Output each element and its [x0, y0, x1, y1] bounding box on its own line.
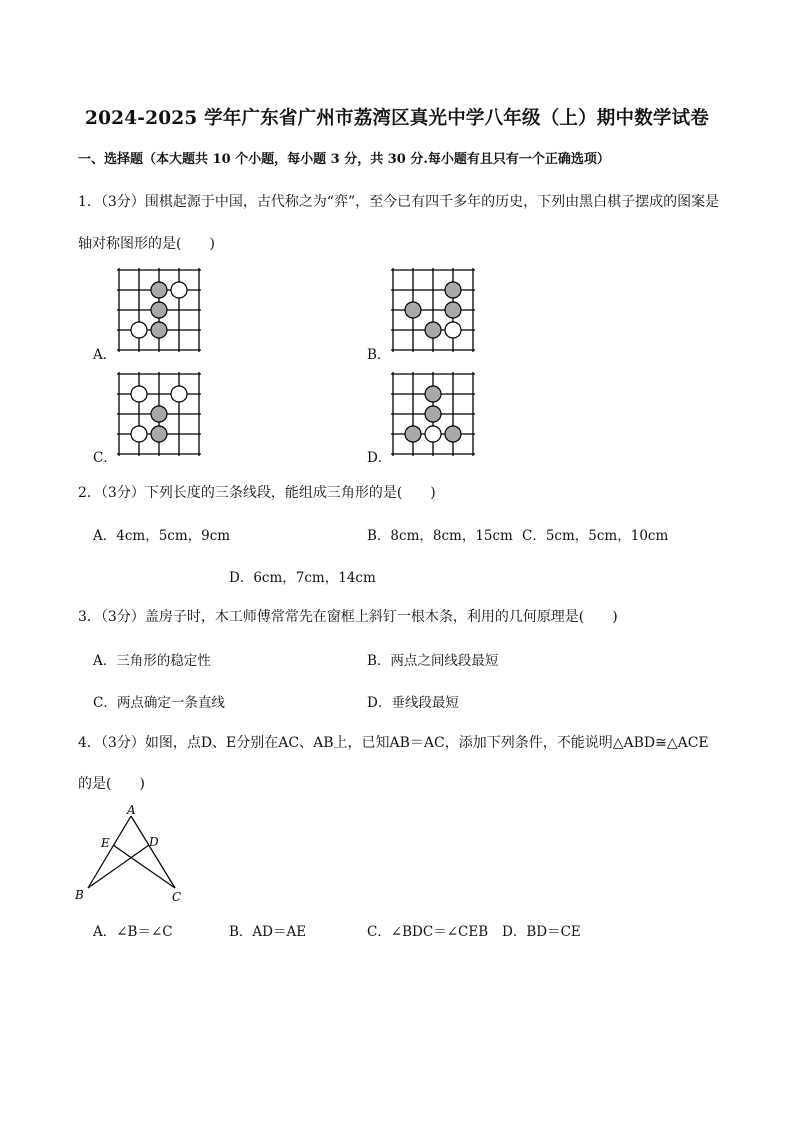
- section-heading: 一、选择题（本大题共 10 个小题，每小题 3 分，共 30 分.每小题有且只有一个正确选项）: [78, 152, 610, 167]
- q4-stem-line1: 4．（3分）如图，点D、E分别在AC、AB上，已知AB＝AC，添加下列条件，不能说明△ABD≅△ACE: [78, 735, 709, 751]
- q3-option-a[interactable]: A．三角形的稳定性: [93, 653, 211, 669]
- q3-option-b[interactable]: B．两点之间线段最短: [367, 653, 499, 669]
- white-stone: [171, 282, 187, 298]
- go-board-a: [117, 268, 201, 352]
- white-stone: [131, 386, 147, 402]
- q4-option-c[interactable]: C．∠BDC＝∠CEB: [367, 924, 489, 940]
- q2-option-c[interactable]: C．5cm，5cm，10cm: [522, 528, 669, 544]
- go-board-c: [117, 372, 201, 456]
- white-stone: [131, 322, 147, 338]
- q1-option-a-label[interactable]: A．: [93, 347, 117, 363]
- black-stone: [445, 282, 461, 298]
- black-stone: [445, 426, 461, 442]
- black-stone: [151, 282, 167, 298]
- black-stone: [151, 322, 167, 338]
- q2-stem: 2．（3分）下列长度的三条线段，能组成三角形的是( ): [78, 485, 436, 501]
- q4-option-d[interactable]: D．BD＝CE: [502, 924, 581, 940]
- q2-option-b[interactable]: B．8cm，8cm，15cm: [367, 528, 513, 544]
- black-stone: [405, 302, 421, 318]
- triangle-figure: [72, 802, 192, 906]
- q1-option-b-label[interactable]: B．: [367, 347, 391, 363]
- q1-stem-line2: 轴对称图形的是( ): [78, 236, 215, 252]
- go-board-d: [391, 372, 475, 456]
- q2-option-a[interactable]: A．4cm，5cm，9cm: [93, 528, 231, 544]
- black-stone: [425, 406, 441, 422]
- white-stone: [445, 322, 461, 338]
- white-stone: [171, 386, 187, 402]
- white-stone: [131, 426, 147, 442]
- q3-option-d[interactable]: D．垂线段最短: [367, 695, 459, 711]
- label-e: E: [101, 836, 110, 850]
- page-title: 2024-2025 学年广东省广州市荔湾区真光中学八年级（上）期中数学试卷: [85, 108, 709, 129]
- q1-option-d-label[interactable]: D．: [367, 450, 392, 466]
- black-stone: [445, 302, 461, 318]
- q4-option-b[interactable]: B．AD＝AE: [229, 924, 307, 940]
- label-a: A: [127, 803, 136, 817]
- label-c: C: [172, 890, 182, 904]
- q2-option-d[interactable]: D．6cm，7cm，14cm: [229, 570, 376, 586]
- q1-stem-line1: 1．（3分）围棋起源于中国，古代称之为“弈”，至今已有四千多年的历史，下列由黑白棋子摆成的图案是: [78, 194, 720, 210]
- go-board-b: [391, 268, 475, 352]
- q3-option-c[interactable]: C．两点确定一条直线: [93, 695, 225, 711]
- label-d: D: [149, 835, 159, 849]
- black-stone: [425, 386, 441, 402]
- black-stone: [405, 426, 421, 442]
- q4-stem-line2: 的是( ): [78, 776, 145, 792]
- black-stone: [151, 302, 167, 318]
- white-stone: [425, 426, 441, 442]
- q4-option-a[interactable]: A．∠B＝∠C: [93, 924, 173, 940]
- black-stone: [151, 426, 167, 442]
- q3-stem: 3．（3分）盖房子时，木工师傅常常先在窗框上斜钉一根木条，利用的几何原理是( ): [78, 609, 618, 625]
- label-b: B: [75, 888, 84, 902]
- black-stone: [425, 322, 441, 338]
- black-stone: [151, 406, 167, 422]
- q1-option-c-label[interactable]: C．: [93, 450, 117, 466]
